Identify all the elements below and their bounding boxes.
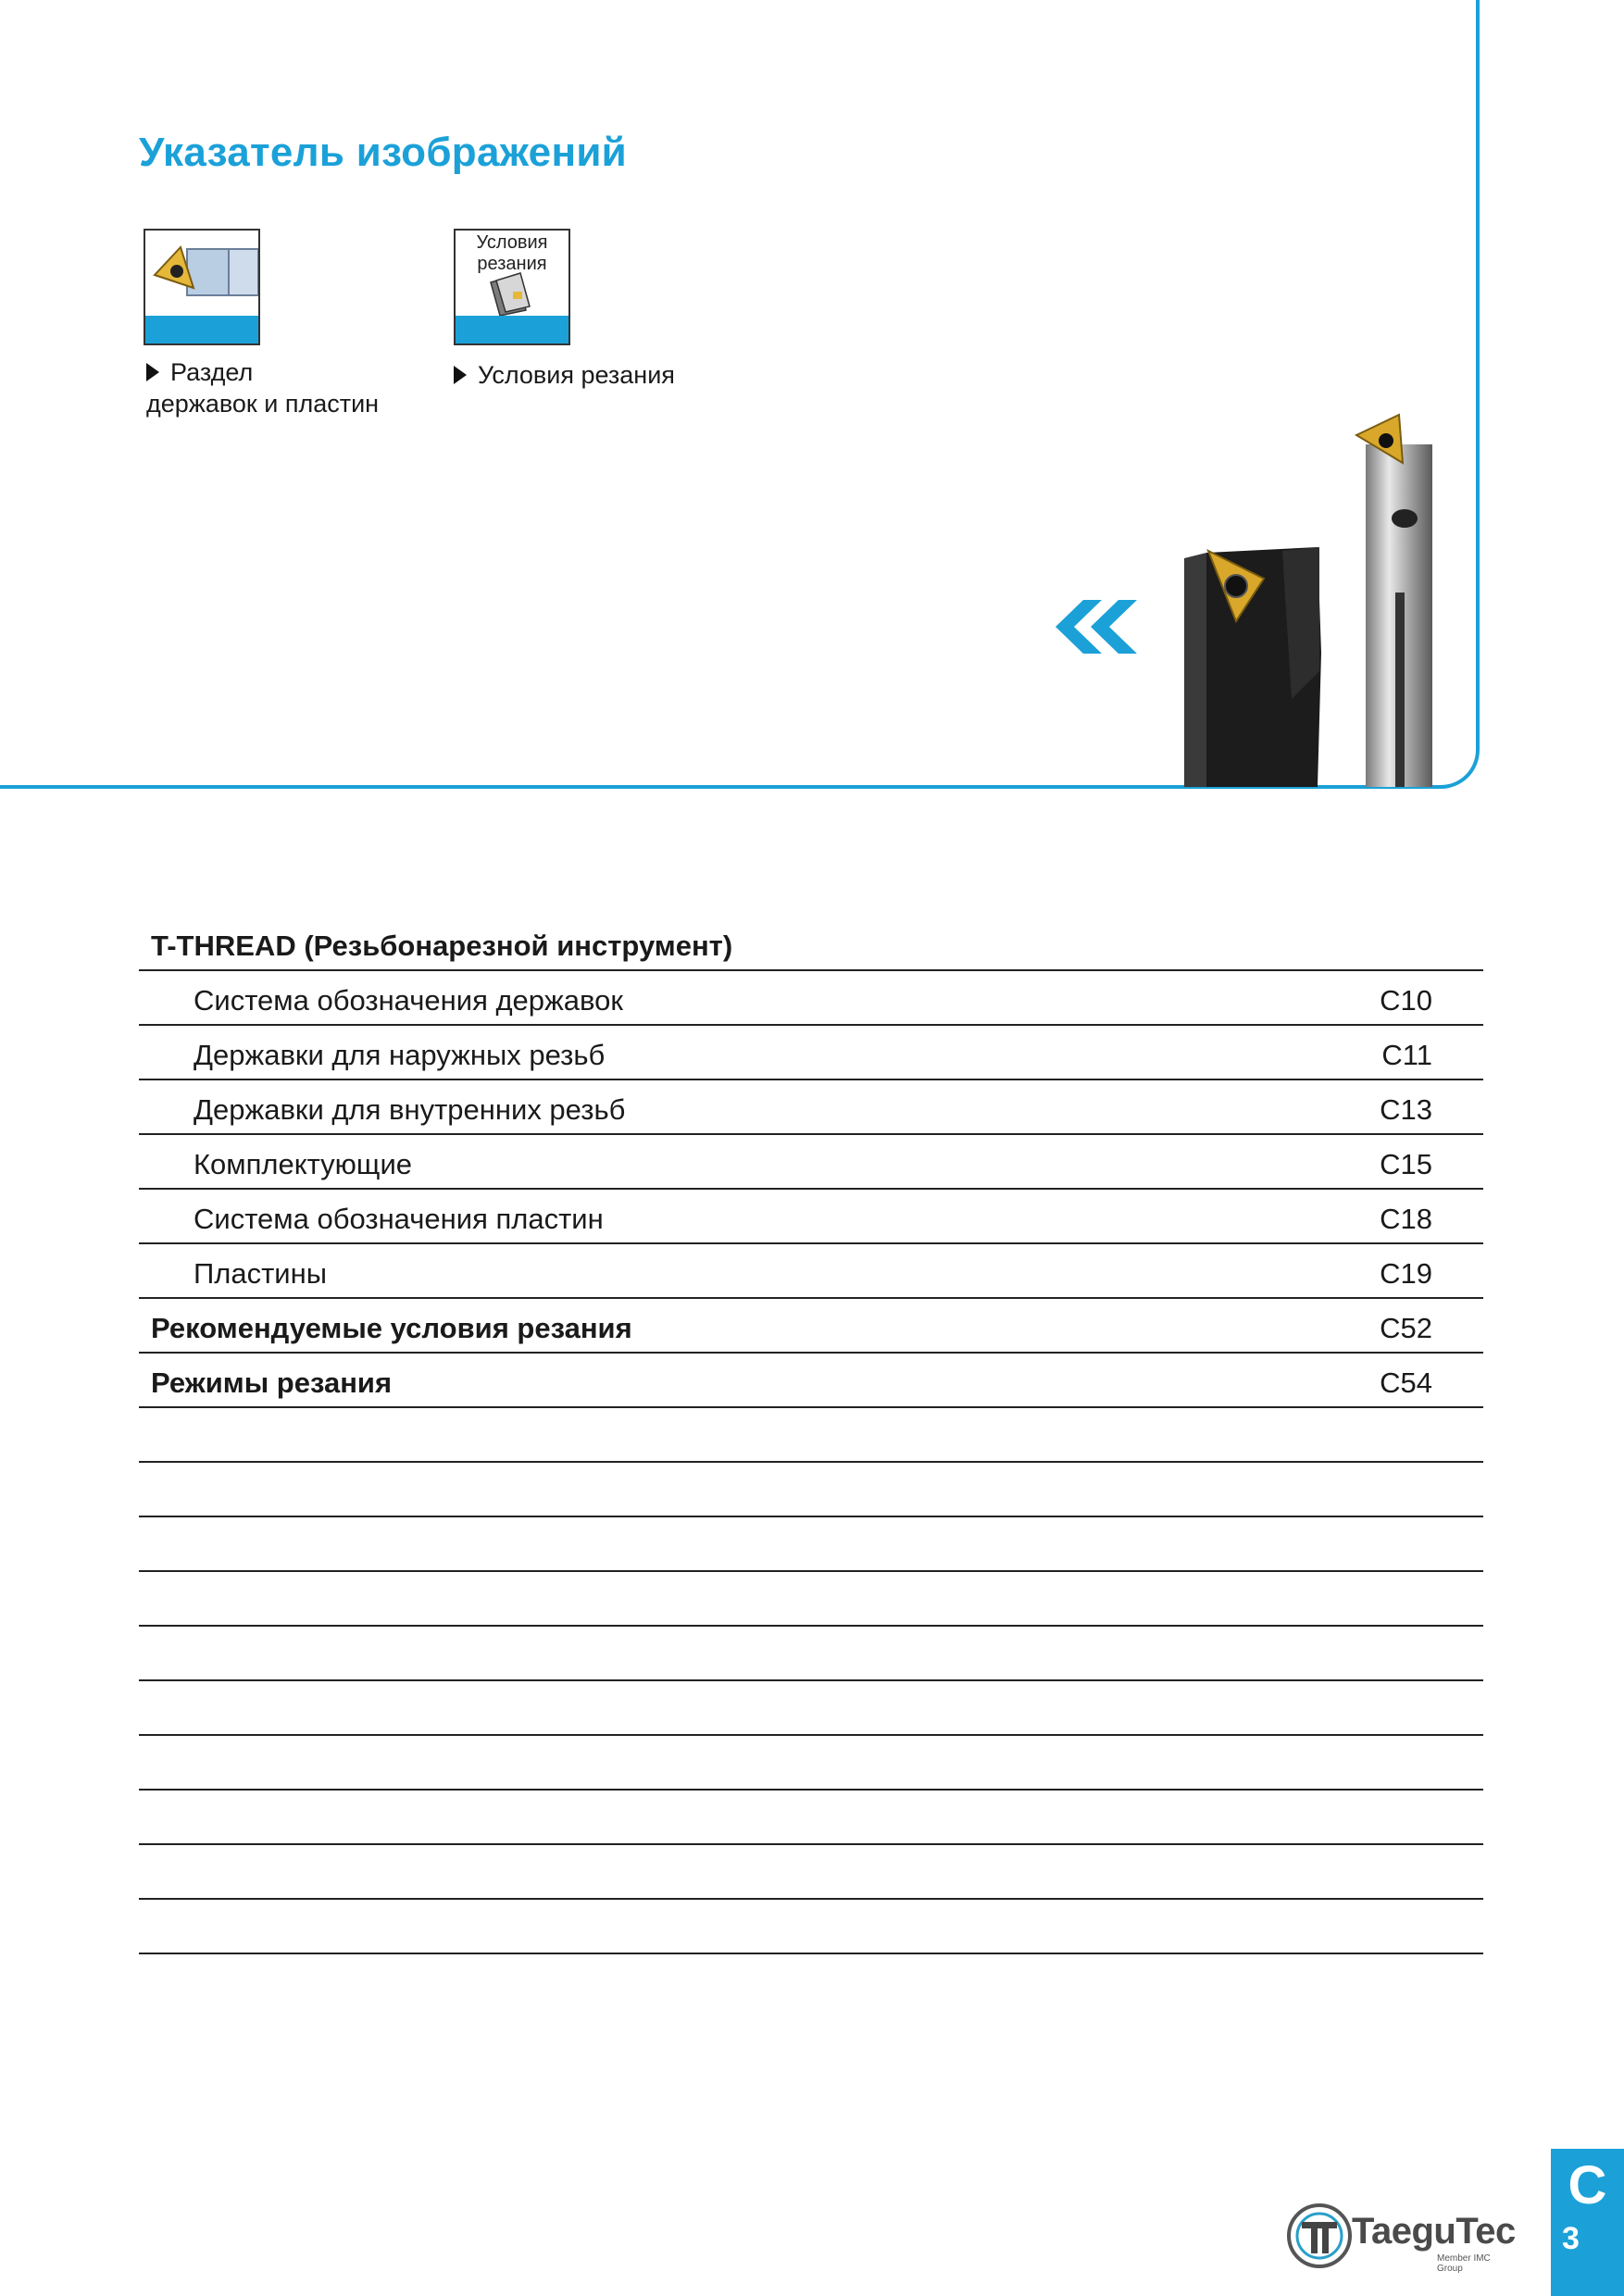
double-chevron-left-icon xyxy=(1056,600,1141,654)
taegutec-logo xyxy=(1285,2185,1517,2277)
empty-row xyxy=(139,1572,1483,1627)
toc-row-label: Пластины xyxy=(194,1257,328,1290)
toc-row-page: C54 xyxy=(1380,1366,1432,1399)
legend-label-cutting-conditions: Условия резания xyxy=(454,359,675,391)
holder-insert-section-icon xyxy=(144,229,260,345)
empty-row xyxy=(139,1900,1483,1954)
toc-heading: T-THREAD (Резьбонарезной инструмент) xyxy=(151,930,733,962)
toc-row-label: Державки для внутренних резьб xyxy=(194,1093,626,1126)
toc-row[interactable] xyxy=(139,1026,1483,1080)
page-title: Указатель изображений xyxy=(139,130,628,175)
toc-row[interactable] xyxy=(139,1244,1483,1299)
toc-section-row[interactable] xyxy=(139,1354,1483,1408)
toc-section-row[interactable] xyxy=(139,1299,1483,1354)
toc-row[interactable] xyxy=(139,1190,1483,1244)
toc-row-page: C13 xyxy=(1380,1093,1432,1126)
brand-member-note: Member IMC Group xyxy=(1437,2253,1491,2274)
toc-section-label: Режимы резания xyxy=(151,1366,393,1399)
toc-row[interactable] xyxy=(139,1135,1483,1190)
toc-row[interactable] xyxy=(139,1080,1483,1135)
toc-row-page: C52 xyxy=(1380,1312,1432,1344)
toc-row-label: Державки для наружных резьб xyxy=(194,1039,606,1071)
section-letter: C xyxy=(1568,2155,1607,2215)
toc-row-label: Система обозначения державок xyxy=(194,984,623,1017)
cutting-conditions-icon xyxy=(454,229,570,345)
empty-row xyxy=(139,1845,1483,1900)
toc-row-page: C11 xyxy=(1381,1039,1432,1071)
arrow-right-icon xyxy=(454,366,467,384)
toc-row-page: C19 xyxy=(1380,1257,1432,1290)
toc-row-label: Комплектующие xyxy=(194,1148,412,1180)
cutting-conditions-icon-caption: Условия резания xyxy=(476,232,548,274)
empty-row xyxy=(139,1681,1483,1736)
page-number: 3 xyxy=(1562,2221,1580,2256)
empty-row xyxy=(139,1791,1483,1845)
toc-row-page: C10 xyxy=(1380,984,1432,1017)
arrow-right-icon xyxy=(146,363,159,381)
toc-row-label: Система обозначения пластин xyxy=(194,1203,604,1235)
empty-row xyxy=(139,1736,1483,1791)
external-thread-holder-image xyxy=(1181,542,1329,787)
toc-row-page: C18 xyxy=(1380,1203,1432,1235)
brand-name: TaeguTec xyxy=(1352,2211,1516,2252)
empty-row xyxy=(139,1517,1483,1572)
toc-heading-row xyxy=(139,917,1483,971)
legend-label-holder-insert: Раздел державок и пластин xyxy=(146,358,380,418)
empty-row xyxy=(139,1408,1483,1463)
empty-row xyxy=(139,1463,1483,1517)
section-tab xyxy=(1551,2149,1624,2296)
toc-row[interactable] xyxy=(139,971,1483,1026)
taegutec-emblem-icon xyxy=(1285,2202,1354,2270)
empty-row xyxy=(139,1627,1483,1681)
contents-table xyxy=(139,917,1483,1954)
toc-section-label: Рекомендуемые условия резания xyxy=(151,1312,632,1344)
toc-row-page: C15 xyxy=(1380,1148,1432,1180)
internal-thread-boring-bar-image xyxy=(1347,407,1454,787)
